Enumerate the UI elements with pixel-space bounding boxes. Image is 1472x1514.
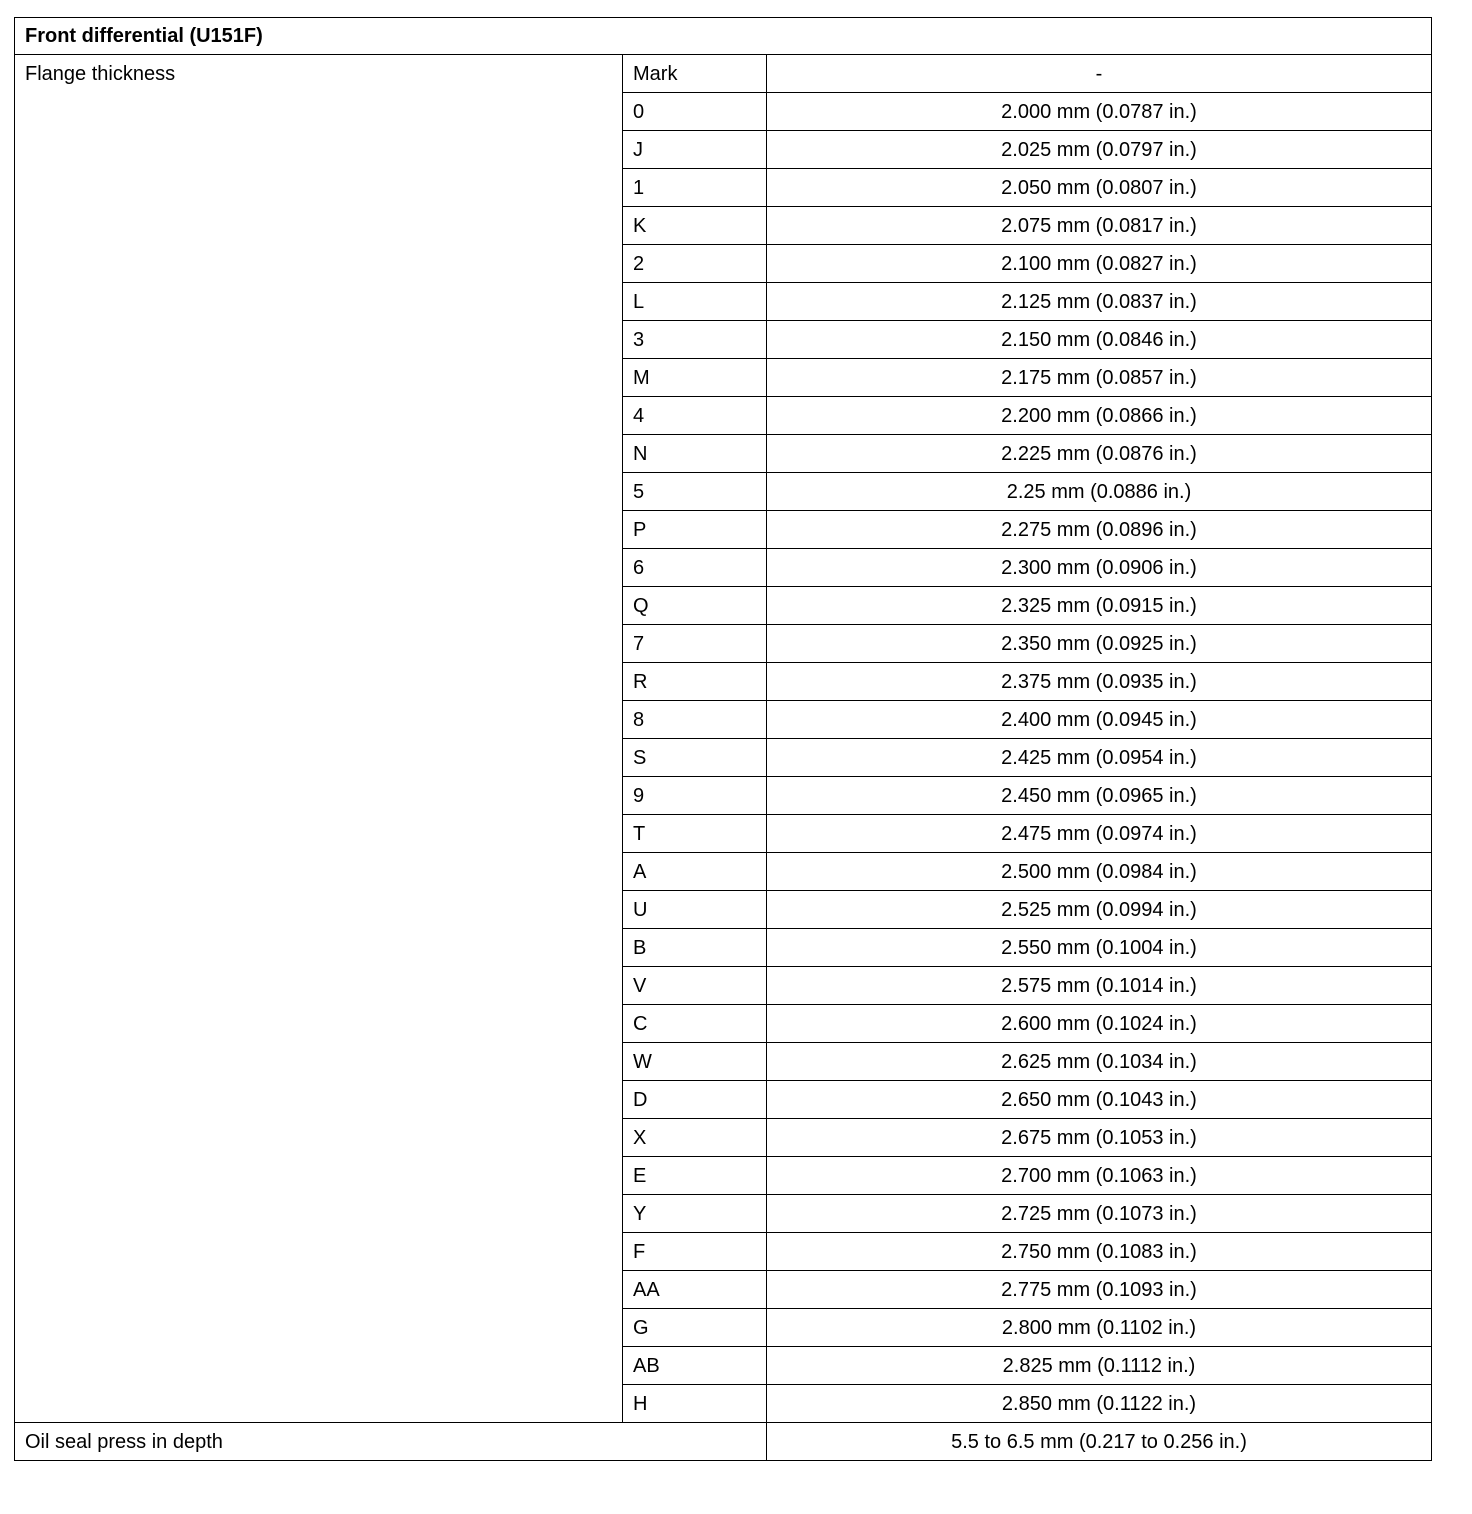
mark-cell: 3 [623,321,767,359]
mark-cell: 1 [623,169,767,207]
thickness-value-cell: 2.025 mm (0.0797 in.) [767,131,1432,169]
thickness-value-cell: 2.600 mm (0.1024 in.) [767,1005,1432,1043]
thickness-value-cell: 2.475 mm (0.0974 in.) [767,815,1432,853]
mark-cell: W [623,1043,767,1081]
thickness-value-cell: 2.850 mm (0.1122 in.) [767,1385,1432,1423]
thickness-value-cell: 2.775 mm (0.1093 in.) [767,1271,1432,1309]
thickness-value-cell: 2.825 mm (0.1112 in.) [767,1347,1432,1385]
mark-cell: U [623,891,767,929]
thickness-value-cell: 2.650 mm (0.1043 in.) [767,1081,1432,1119]
thickness-value-cell: 2.225 mm (0.0876 in.) [767,435,1432,473]
thickness-value-cell: 2.275 mm (0.0896 in.) [767,511,1432,549]
mark-cell: Q [623,587,767,625]
thickness-value-cell: 2.750 mm (0.1083 in.) [767,1233,1432,1271]
mark-cell: S [623,739,767,777]
thickness-value-cell: 2.675 mm (0.1053 in.) [767,1119,1432,1157]
oil-seal-label: Oil seal press in depth [15,1423,767,1461]
mark-cell: L [623,283,767,321]
thickness-value-cell: 2.625 mm (0.1034 in.) [767,1043,1432,1081]
mark-cell: E [623,1157,767,1195]
thickness-value-cell: 2.800 mm (0.1102 in.) [767,1309,1432,1347]
mark-cell: J [623,131,767,169]
mark-cell: F [623,1233,767,1271]
mark-cell: 5 [623,473,767,511]
mark-cell: H [623,1385,767,1423]
thickness-value-cell: 2.200 mm (0.0866 in.) [767,397,1432,435]
mark-header: Mark [623,55,767,93]
mark-cell: 0 [623,93,767,131]
thickness-value-cell: 2.300 mm (0.0906 in.) [767,549,1432,587]
mark-cell: V [623,967,767,1005]
mark-cell: R [623,663,767,701]
thickness-value-cell: 2.25 mm (0.0886 in.) [767,473,1432,511]
thickness-value-cell: 2.725 mm (0.1073 in.) [767,1195,1432,1233]
thickness-value-cell: 2.075 mm (0.0817 in.) [767,207,1432,245]
thickness-value-cell: 2.500 mm (0.0984 in.) [767,853,1432,891]
thickness-value-cell: 2.700 mm (0.1063 in.) [767,1157,1432,1195]
oil-seal-row [15,1423,1432,1461]
mark-cell: 9 [623,777,767,815]
thickness-value-cell: 2.550 mm (0.1004 in.) [767,929,1432,967]
mark-cell: 7 [623,625,767,663]
value-header: - [767,55,1432,93]
thickness-value-cell: 2.000 mm (0.0787 in.) [767,93,1432,131]
mark-cell: X [623,1119,767,1157]
mark-cell: B [623,929,767,967]
mark-cell: 8 [623,701,767,739]
mark-cell: Y [623,1195,767,1233]
thickness-value-cell: 2.400 mm (0.0945 in.) [767,701,1432,739]
spec-table [14,17,1432,1461]
mark-cell: 2 [623,245,767,283]
thickness-value-cell: 2.350 mm (0.0925 in.) [767,625,1432,663]
thickness-value-cell: 2.325 mm (0.0915 in.) [767,587,1432,625]
mark-cell: C [623,1005,767,1043]
mark-cell: N [623,435,767,473]
oil-seal-value: 5.5 to 6.5 mm (0.217 to 0.256 in.) [767,1423,1432,1461]
mark-cell: AB [623,1347,767,1385]
thickness-value-cell: 2.575 mm (0.1014 in.) [767,967,1432,1005]
flange-thickness-label: Flange thickness [15,55,623,1423]
thickness-value-cell: 2.450 mm (0.0965 in.) [767,777,1432,815]
thickness-value-cell: 2.425 mm (0.0954 in.) [767,739,1432,777]
thickness-value-cell: 2.050 mm (0.0807 in.) [767,169,1432,207]
section-title: Front differential (U151F) [15,18,1432,55]
thickness-value-cell: 2.100 mm (0.0827 in.) [767,245,1432,283]
thickness-value-cell: 2.150 mm (0.0846 in.) [767,321,1432,359]
mark-cell: K [623,207,767,245]
thickness-value-cell: 2.525 mm (0.0994 in.) [767,891,1432,929]
mark-cell: D [623,1081,767,1119]
thickness-value-cell: 2.175 mm (0.0857 in.) [767,359,1432,397]
thickness-value-cell: 2.375 mm (0.0935 in.) [767,663,1432,701]
mark-cell: M [623,359,767,397]
mark-cell: AA [623,1271,767,1309]
flange-header-row [15,55,1432,93]
mark-cell: 4 [623,397,767,435]
mark-cell: 6 [623,549,767,587]
mark-cell: A [623,853,767,891]
thickness-value-cell: 2.125 mm (0.0837 in.) [767,283,1432,321]
mark-cell: T [623,815,767,853]
mark-cell: G [623,1309,767,1347]
title-row [15,18,1432,55]
mark-cell: P [623,511,767,549]
